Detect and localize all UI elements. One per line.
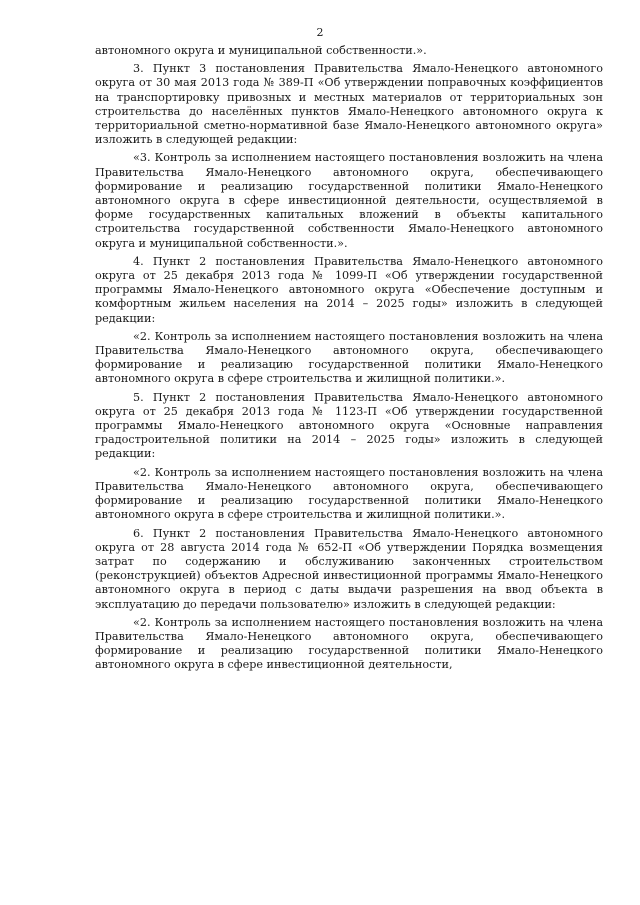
page-number: 2 xyxy=(316,26,324,39)
quoted-text-item-3: «3. Контроль за исполнением настоящего постановления возложить на члена Правительства Ямало-Ненецкого автономного округа, обеспечивающего формирование и реализацию государственной политики Ямало-Ненецкого автономного округа в сфере инвестиционной деятельности, осуществляемой в форме государственных капитальных вложений в объекты капитального строительства государственной собственности Ямало-Ненецкого автономного округа и муниципальной собственности.». xyxy=(95,151,603,250)
quoted-text-item-4: «2. Контроль за исполнением настоящего постановления возложить на члена Правительства Ямало-Ненецкого автономного округа, обеспечивающего формирование и реализацию государственной политики Ямало-Ненецкого автономного округа в сфере строительства и жилищной политики.». xyxy=(95,329,603,386)
document-body xyxy=(95,44,603,677)
paragraph-continuation: автономного округа и муниципальной собственности.». xyxy=(95,44,427,57)
paragraph-item-5: 5. Пункт 2 постановления Правительства Ямало-Ненецкого автономного округа от 25 декабря 2013 года № 1123-П «Об утверждении государственной программы Ямало-Ненецкого автономного округа «Основные направления градостроительной политики на 2014 – 2025 годы» изложить в следующей редакции: xyxy=(95,390,603,461)
paragraph-item-4: 4. Пункт 2 постановления Правительства Ямало-Ненецкого автономного округа от 25 декабря 2013 года № 1099-П «Об утверждении государственной программы Ямало-Ненецкого автономного округа «Обеспечение доступным и комфортным жильем населения на 2014 – 2025 годы» изложить в следующей редакции: xyxy=(95,254,603,325)
paragraph-item-6: 6. Пункт 2 постановления Правительства Ямало-Ненецкого автономного округа от 28 августа 2014 года № 652-П «Об утверждении Порядка возмещения затрат по содержанию и обслуживанию законченных строительством (реконструкцией) объектов Адресной инвестиционной программы Ямало-Ненецкого автономного округа в период с даты выдачи разрешения на ввод объекта в эксплуатацию до передачи пользователю» изложить в следующей редакции: xyxy=(95,526,603,611)
quoted-text-item-5: «2. Контроль за исполнением настоящего постановления возложить на члена Правительства Ямало-Ненецкого автономного округа, обеспечивающего формирование и реализацию государственной политики Ямало-Ненецкого автономного округа в сфере строительства и жилищной политики.». xyxy=(95,465,603,522)
quoted-text-item-6: «2. Контроль за исполнением настоящего постановления возложить на члена Правительства Ямало-Ненецкого автономного округа, обеспечивающего формирование и реализацию государственной политики Ямало-Ненецкого автономного округа в сфере инвестиционной деятельности, xyxy=(95,615,603,672)
paragraph-item-3: 3. Пункт 3 постановления Правительства Ямало-Ненецкого автономного округа от 30 мая 2013 года № 389-П «Об утверждении поправочных коэффициентов на транспортировку привозных и местных материалов от территориальных зон строительства до населённых пунктов Ямало-Ненецкого автономного округа к территориальной сметно-нормативной базе Ямало-Ненецкого автономного округа» изложить в следующей редакции: xyxy=(95,62,603,147)
